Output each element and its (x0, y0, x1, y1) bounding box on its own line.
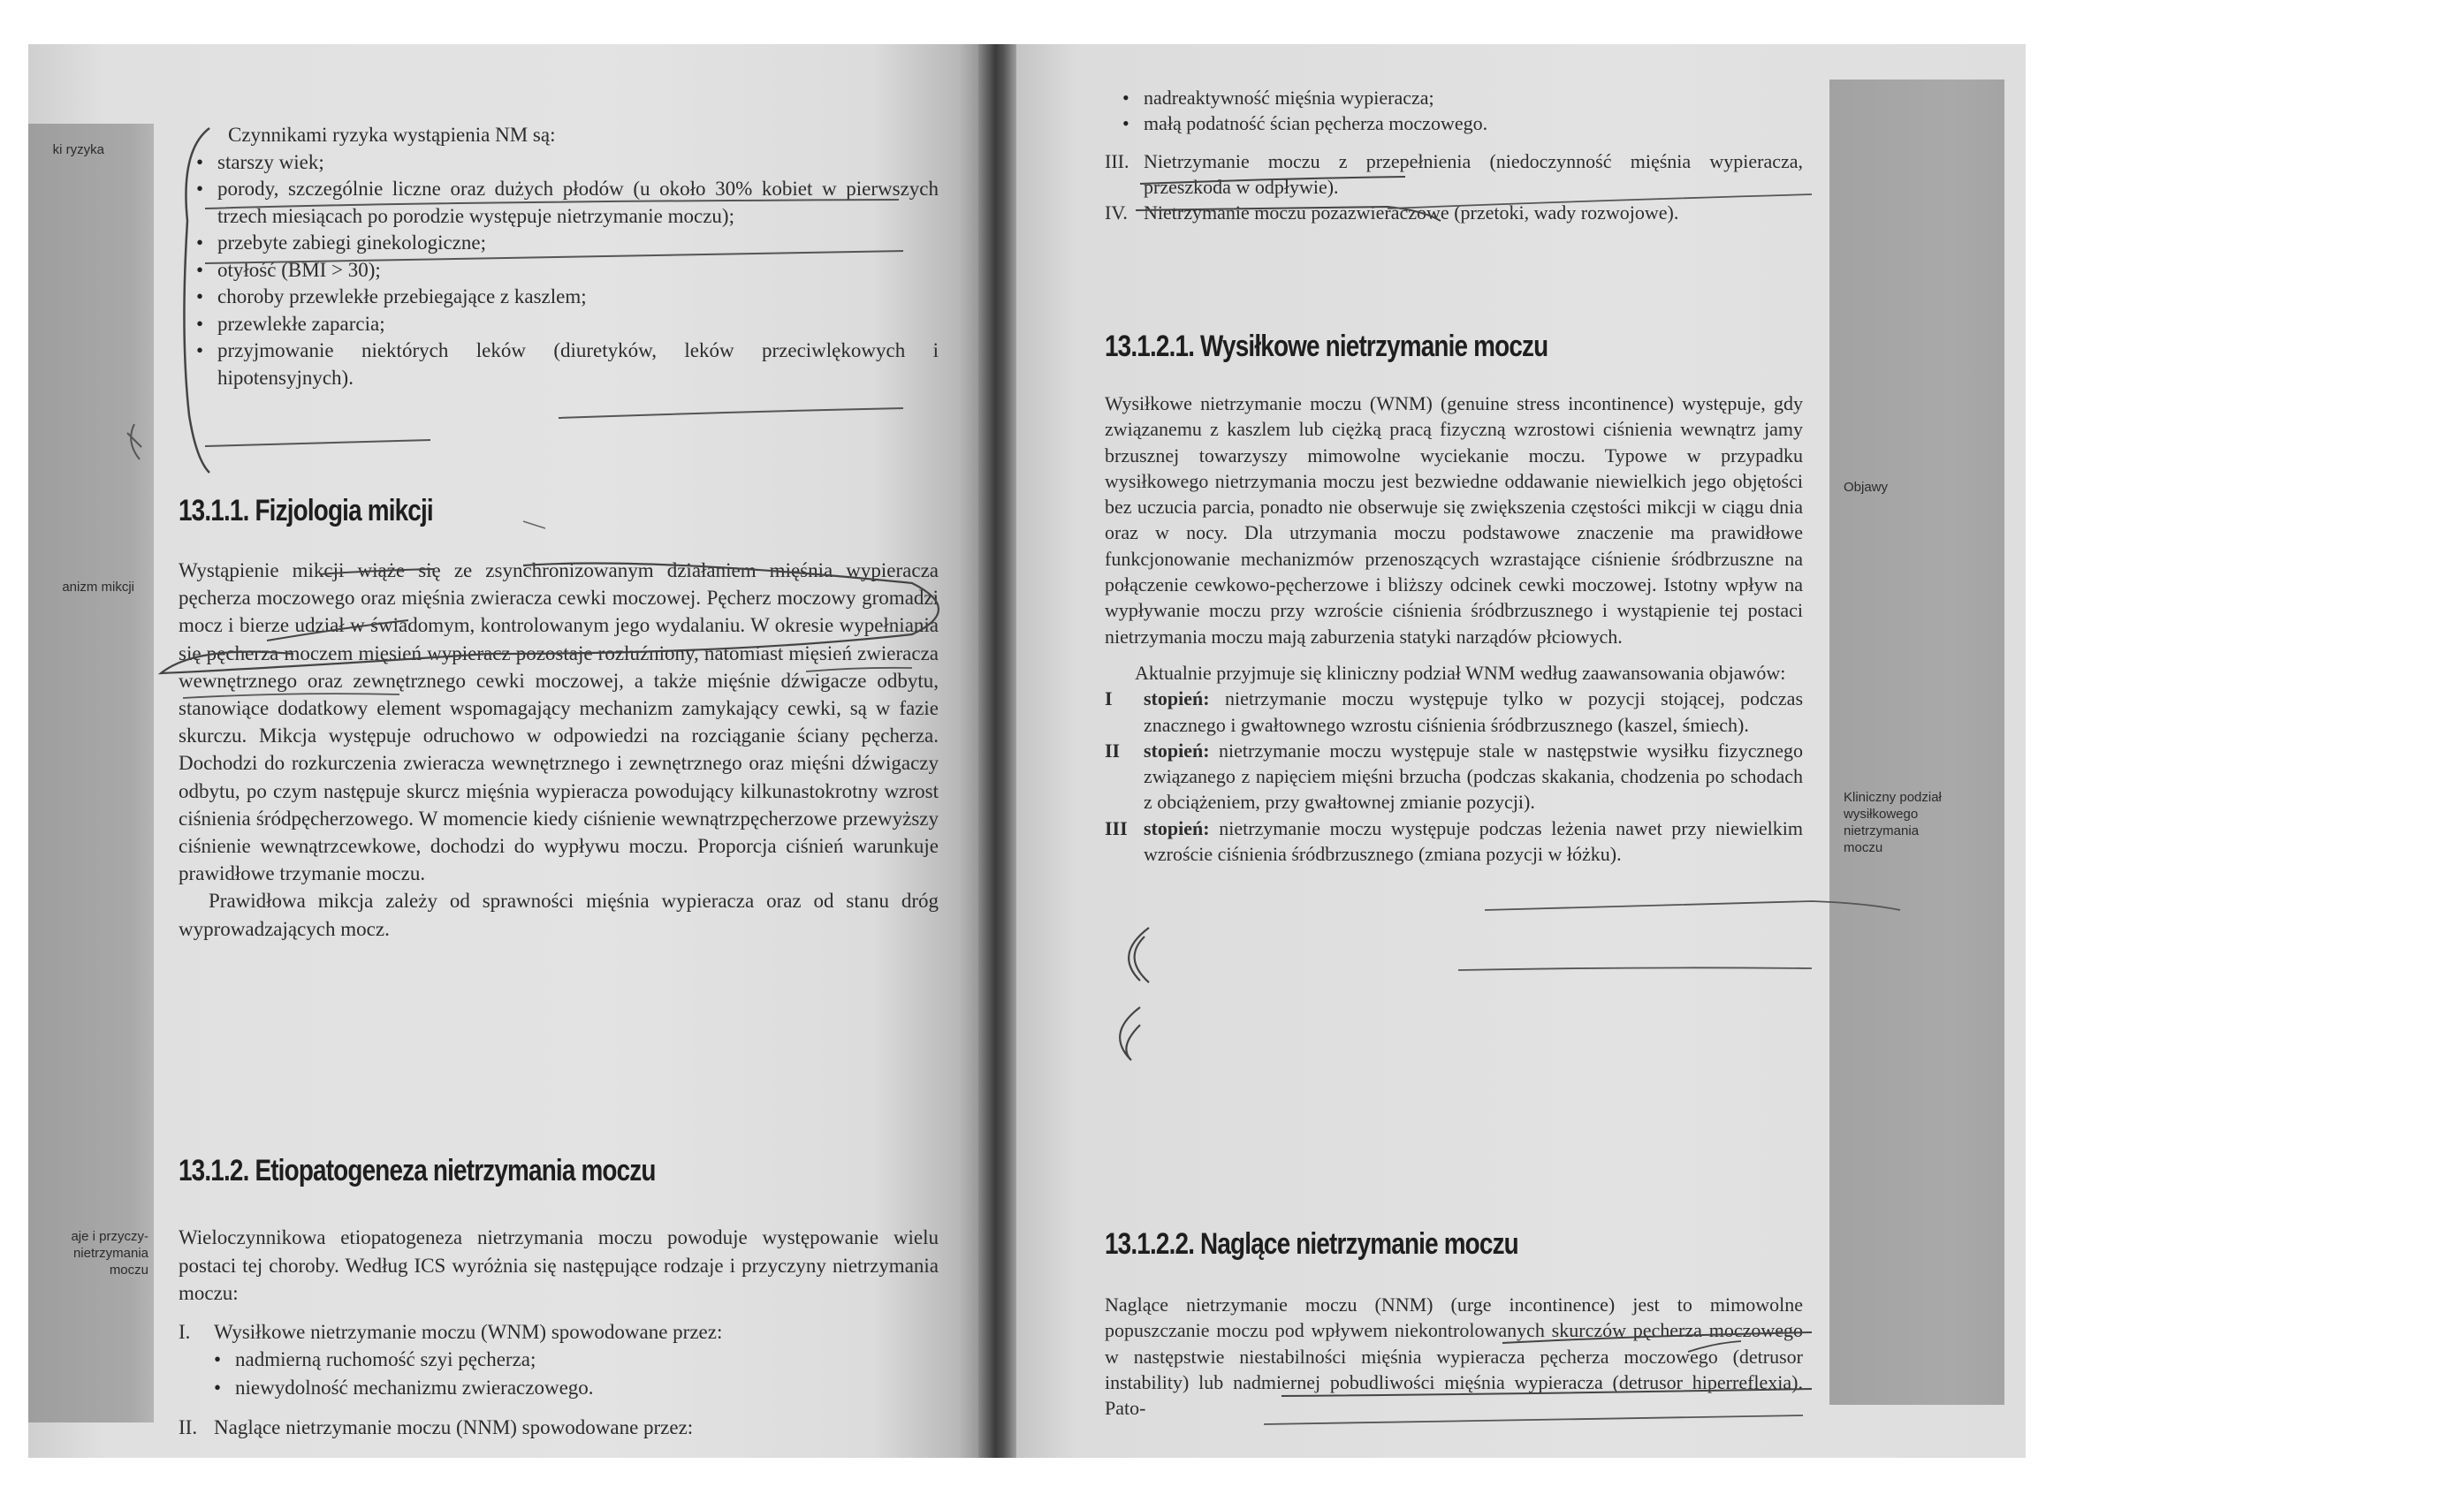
etiology-paragraph: Wieloczynnikowa etiopatogeneza nietrzymania moczu powoduje występowanie wielu postaci tej choroby. Według ICS wyróżnia się następujące rodzaje i przyczyny nietrzymania moczu: (179, 1226, 939, 1304)
list-item (179, 1318, 939, 1402)
heading-urge: 13.1.2.2. Naglące nietrzymanie moczu (1105, 1227, 1518, 1261)
urge-block (1105, 1292, 1803, 1421)
degree-label: stopień: (1144, 816, 1210, 839)
types-list-continued (1105, 148, 1803, 225)
right-margin-strip (1829, 80, 2004, 1405)
type-number: IV. (1105, 201, 1128, 224)
degree-number: II (1105, 739, 1121, 762)
list-item: • nadreaktywność mięśnia wypieracza; (1122, 85, 1803, 110)
risk-intro: Czynnikami ryzyka wystąpienia NM są: (228, 124, 556, 146)
type-number: II. (179, 1416, 198, 1438)
margin-note-symptoms: Objawy (1844, 480, 1889, 495)
list-item: • otyłość (BMI > 30); (196, 257, 939, 284)
list-item: • przebyte zabiegi ginekologiczne; (196, 230, 939, 257)
heading-stress: 13.1.2.1. Wysiłkowe nietrzymanie moczu (1105, 330, 1548, 363)
margin-note-risk: ki ryzyka (52, 142, 104, 157)
margin-note-classification: Kliniczny podział wysiłkowego nietrzymania moczu (1844, 790, 1942, 855)
physiology-block (179, 557, 939, 943)
physiology-paragraph-1: Wystąpienie mikcji wiąże się ze zsynchronizowanym działaniem mięśnia wypieracza pęcherza moczowego oraz mięśnia zwieracza cewki moczowej. Pęcherz moczowy gromadzi mocz i bierze udział w świadomym, kontrolowanym jego wydalaniu. W okresie wypełniania się pęcherza moczem mięsień wypieracz pozostaje rozluźniony, natomiast mięsień zwieracza wewnętrznego oraz zewnętrznego cewki moczowej, a także mięśnie dźwigacze odbytu, stanowiące dodatkowy element wspomagający mechanizm zamykający cewki, są w fazie skurczu. Mikcja występuje odruchowo w odpowiedzi na rozciąganie ściany pęcherza. Dochodzi do rozkurczenia zwieracza wewnętrznego i zewnętrznego oraz mięśni dźwigaczy odbytu, po czym następuje skurcz mięśnia wypieracza powodujący kilkunastokrotny wzrost ciśnienia śródpęcherzowego. W momencie kiedy ciśnienie wewnątrzpęcherzowe przewyższy ciśnienie wewnątrzcewkowe, dochodzi do wypływu moczu. Proporcja ciśnień warunkuje prawidłowe trzymanie moczu. (179, 559, 939, 885)
list-item: • małą podatność ścian pęcherza moczowego. (1122, 110, 1803, 136)
list-item: • porody, szczególnie liczne oraz dużych płodów (u około 30% kobiet w pierwszych trzech miesiącach po porodzie występuje nietrzymanie moczu); (196, 176, 939, 230)
degree-label: stopień: (1144, 739, 1210, 762)
list-item (1105, 815, 1803, 868)
urge-paragraph: Naglące nietrzymanie moczu (NNM) (urge incontinence) jest to mimowolne popuszczanie moczu pod wpływem niekontrolowanych skurczów pęcherza moczowego w następstwie niestabilności mięśnia wypieracza pęcherza moczowego (detrusor instability) lub nadmiernej pobudliwości mięśnia wypieracza (detrusor hiperreflexia). Pato- (1105, 1293, 1803, 1420)
type-number: III. (1105, 150, 1129, 172)
list-item: • przewlekłe zaparcia; (196, 311, 939, 338)
type-sublist (214, 1346, 939, 1401)
scanned-book-spread (28, 44, 2026, 1458)
heading-etiology: 13.1.2. Etiopatogeneza nietrzymania moczu (179, 1154, 656, 1187)
margin-note-causes: aje i przyczy- nietrzymania moczu (71, 1229, 148, 1278)
list-item: • choroby przewlekłe przebiegające z kaszlem; (196, 284, 939, 311)
degree-text: nietrzymanie moczu występuje stale w następstwie wysiłku fizycznego związanego z napięciem mięśni brzucha (podczas skakania, chodzenia po schodach z obciążeniem, przy gwałtownej zmianie pozycji). (1144, 739, 1803, 814)
list-item (1105, 148, 1803, 200)
list-item (179, 1414, 939, 1442)
type-text: Naglące nietrzymanie moczu (NNM) spowodowane przez: (214, 1416, 694, 1438)
heading-physiology: 13.1.1. Fizjologia mikcji (179, 494, 433, 527)
types-continuation-block (1105, 85, 1803, 225)
degree-number: I (1105, 687, 1113, 710)
degree-text: nietrzymanie moczu występuje tylko w pozycji stojącej, podczas znacznego i gwałtownego wzrostu ciśnienia śródbrzusznego (kaszel, śmiech). (1144, 687, 1804, 736)
type-text: Nietrzymanie moczu z przepełnienia (niedoczynność mięśnia wypieracza, przeszkoda w odpływie). (1144, 150, 1803, 198)
list-item (1105, 738, 1803, 815)
risk-factors-block (196, 122, 939, 391)
list-item (1105, 200, 1803, 225)
book-spine (978, 44, 1021, 1458)
degree-text: nietrzymanie moczu występuje podczas leżenia nawet przy niewielkim wzroście ciśnienia śródbrzusznego (zmiana pozycji w łóżku). (1144, 816, 1804, 866)
risk-list (196, 149, 939, 392)
stress-block (1105, 391, 1803, 867)
margin-note-mechanism: anizm mikcji (62, 580, 134, 595)
stress-paragraph-1: Wysiłkowe nietrzymanie moczu (WNM) (genuine stress incontinence) występuje, gdy związanemu z kaszlem lub ciężką pracą fizyczną wzrostowi ciśnienia wewnątrz jamy brzusznej towarzyszy mimowolne wyciekanie moczu. Typowe w przypadku wysiłkowego nietrzymania moczu jest bezwiedne oddawanie niewielkich jego objętości bez uczucia parcia, ponadto nie obserwuje się zwiększenia częstości mikcji w ciągu dnia oraz w nocy. Dla utrzymania moczu podstawowe znaczenie ma prawidłowe funkcjonowanie mechanizmów przenoszących wzrastające ciśnienie śródbrzuszne na połączenie cewkowo-pęcherzowe i bliższy odcinek cewki moczowej. Istotny wpływ na wypływanie moczu przy wzroście ciśnienia śródbrzusznego i wystąpienie tej postaci nietrzymania moczu mają zaburzenia statyki narządów płciowych. (1105, 392, 1803, 648)
stress-paragraph-2: Aktualnie przyjmuje się kliniczny podział WNM według zaawansowania objawów: (1135, 661, 1786, 684)
degrees-list (1105, 686, 1803, 867)
list-item: • niewydolność mechanizmu zwieraczowego. (214, 1374, 939, 1402)
type-text: Nietrzymanie moczu pozazwieraczowe (przetoki, wady rozwojowe). (1144, 201, 1679, 224)
left-page (28, 44, 987, 1458)
right-page (1016, 44, 2026, 1458)
list-item (1105, 686, 1803, 738)
etiology-block (179, 1224, 939, 1442)
type-text: Wysiłkowe nietrzymanie moczu (WNM) spowodowane przez: (214, 1320, 723, 1343)
types-list (179, 1318, 939, 1442)
degree-number: III (1105, 816, 1128, 839)
list-item: • przyjmowanie niektórych leków (diuretyków, leków przeciwlękowych i hipotensyjnych). (196, 338, 939, 391)
list-item: • nadmierną ruchomość szyi pęcherza; (214, 1346, 939, 1374)
degree-label: stopień: (1144, 687, 1210, 710)
continued-sublist (1105, 85, 1803, 136)
type-number: I. (179, 1320, 191, 1343)
physiology-paragraph-2: Prawidłowa mikcja zależy od sprawności mięśnia wypieracza oraz od stanu dróg wyprowadzających mocz. (179, 890, 939, 940)
list-item: • starszy wiek; (196, 149, 939, 177)
